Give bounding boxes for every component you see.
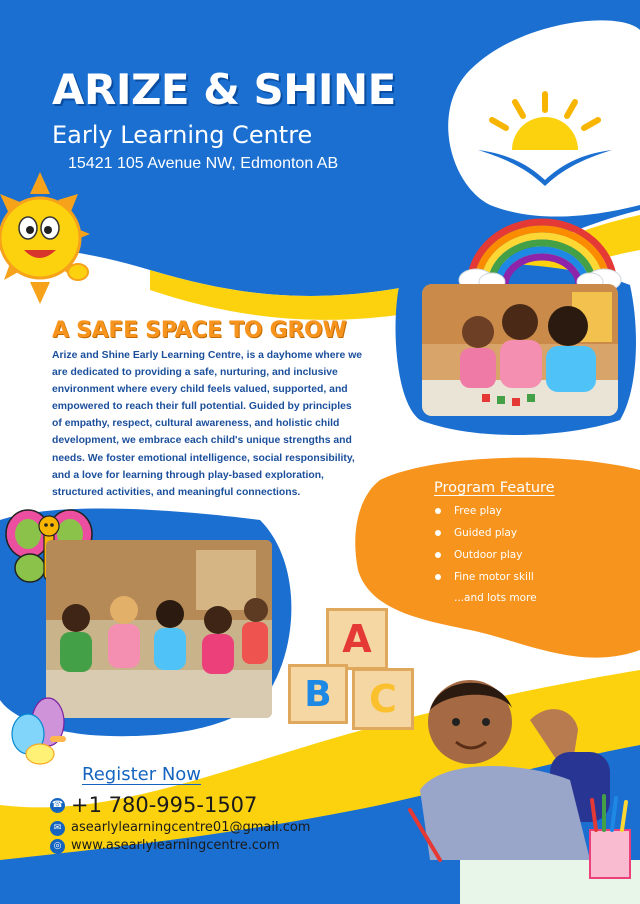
block-b: B [288,664,348,724]
classroom-circle-photo [46,540,272,718]
email-icon: ✉ [50,821,65,836]
about-heading: A SAFE SPACE TO GROW [52,318,347,343]
email-row [50,819,390,837]
centre-address: 15421 105 Avenue NW, Edmonton AB [68,155,339,172]
phone-icon: ☎ [50,798,65,813]
email-address[interactable]: asearlylearningcentre01@gmail.com [71,820,311,835]
centre-subtitle: Early Learning Centre [52,121,313,149]
globe-icon: ◎ [50,839,65,854]
program-item-fine-motor: Fine motor skill [432,566,612,588]
children-playing-photo [422,284,618,416]
program-more-text: ...and lots more [454,592,537,604]
program-feature-title: Program Feature [434,480,555,496]
sun-mascot-icon [0,172,92,312]
website-url[interactable]: www.asearlylearningcentre.com [71,838,280,853]
sunrise-logo-icon [470,88,620,188]
program-feature-list [432,500,612,588]
program-item-outdoor-play: Outdoor play [432,544,612,566]
block-c: C [352,668,414,730]
register-now-link[interactable]: Register Now [82,764,202,785]
block-a: A [326,608,388,670]
program-item-guided-play: Guided play [432,522,612,544]
rainbow-icon [458,210,626,292]
boy-drawing-photo [400,660,640,904]
program-item-free-play: Free play [432,500,612,522]
phone-row [50,793,390,817]
about-paragraph: Arize and Shine Early Learning Centre, is a dayhome where we are dedicated to providing a safe, nurturing, and inclusive environment where every child feels valued, supported, and empowered to reach their full potential. Guided by principles of empathy, respect, cultural awareness, and holistic child development, we embrace each child's unique strengths and needs. We foster emotional intelligence, social responsibility, and a love for learning through play-based exploration, structured activities, and meaningful connections. [52,350,363,498]
centre-title: ARIZE & SHINE [52,65,396,114]
phone-number[interactable]: +1 780-995-1507 [71,793,258,817]
small-butterfly-icon [6,694,84,770]
website-row [50,837,390,855]
